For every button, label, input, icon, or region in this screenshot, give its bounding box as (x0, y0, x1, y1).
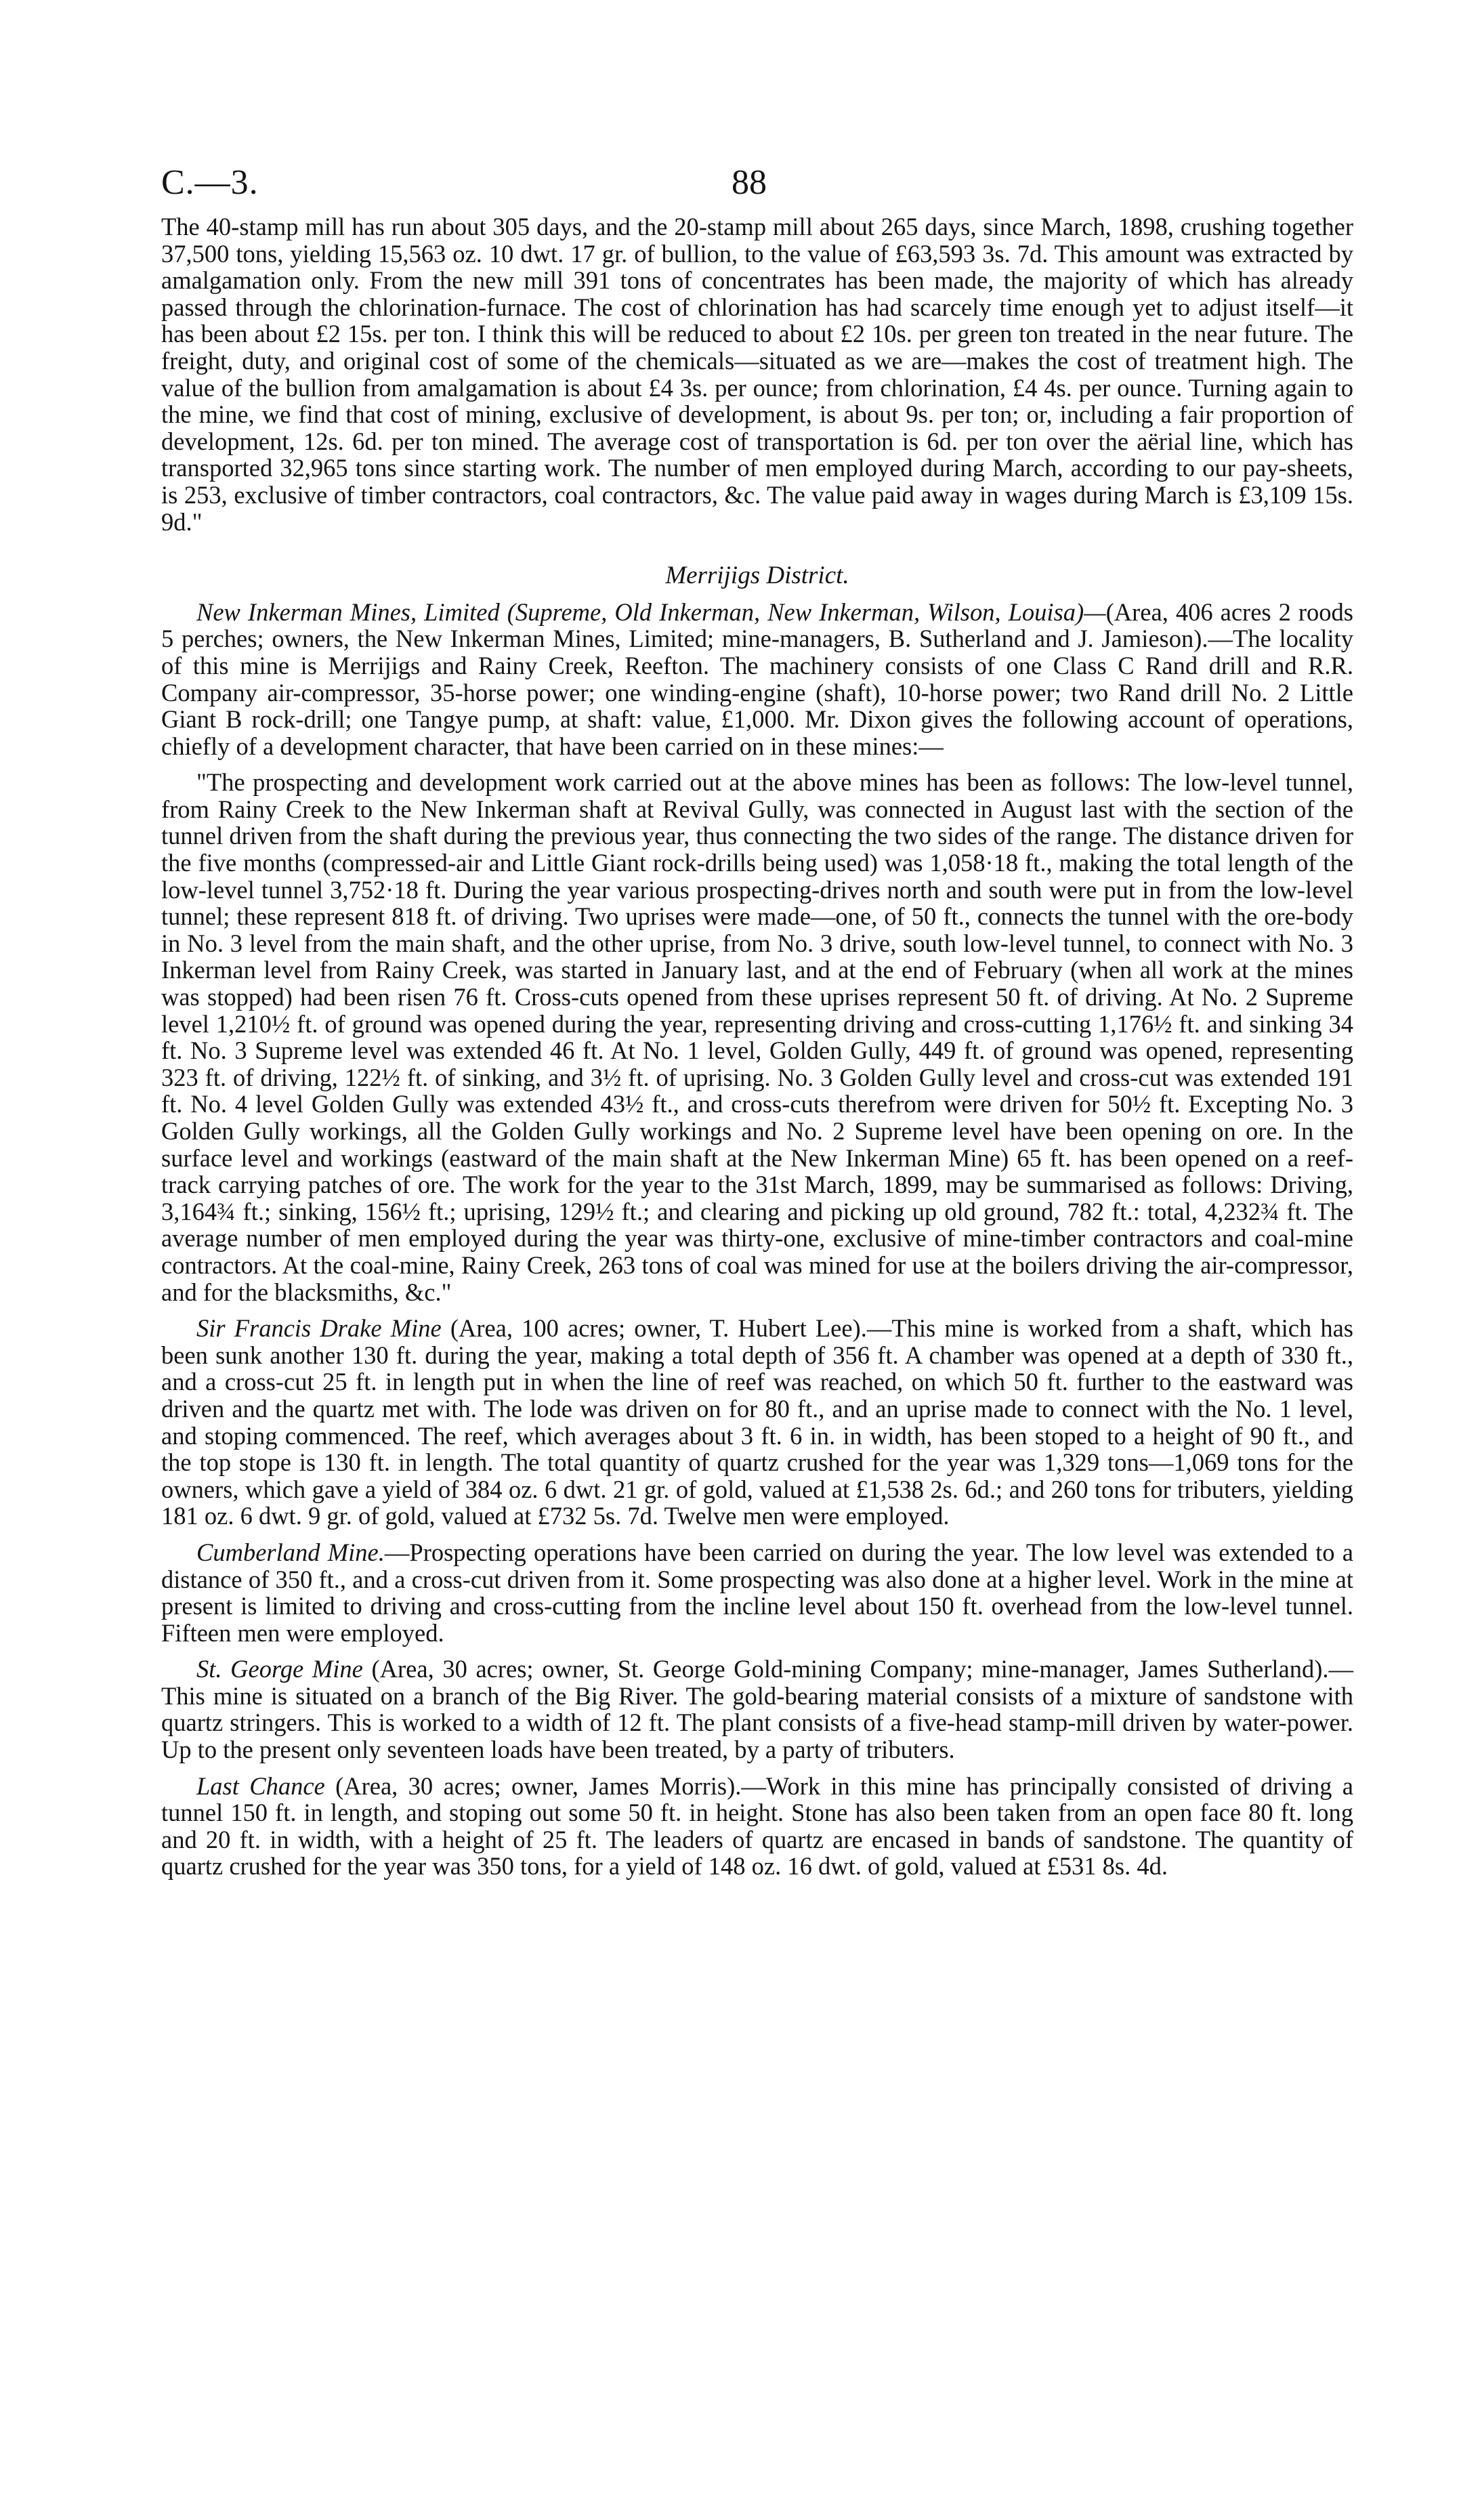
mine-name-sir-francis-drake: Sir Francis Drake Mine (196, 1314, 442, 1343)
paragraph-sir-francis-drake-body: (Area, 100 acres; owner, T. Hubert Lee).—This mine is worked from a shaft, which has been sunk another 130 ft. during the year, making a total depth of 356 ft. A chamber was opened at a depth of 330 ft., and a cross-cut 25 ft. in length put in when the line of reef was reached, on which 50 ft. further to the eastward was driven and the quartz met with. The lode was driven on for 80 ft., and an uprise made to connect with the No. 1 level, and stoping commenced. The reef, which averages about 3 ft. 6 in. in width, has been stoped to a height of 90 ft., and the top stope is 130 ft. in length. The total quantity of quartz crushed for the year was 1,329 tons—1,069 tons for the owners, which gave a yield of 384 oz. 6 dwt. 21 gr. of gold, valued at £1,538 2s. 6d.; and 260 tons for tributers, yielding 181 oz. 6 dwt. 9 gr. of gold, valued at £732 5s. 7d. Twelve men were employed. (161, 1314, 1353, 1530)
document-code: C.—3. (161, 163, 259, 202)
paragraph-cumberland (161, 1539, 1353, 1646)
section-heading-merrijigs: Merrijigs District. (665, 562, 849, 590)
paragraph-st-george (161, 1656, 1353, 1763)
paragraph-new-inkerman (161, 599, 1353, 760)
document-body (161, 213, 1353, 1889)
mine-name-new-inkerman: New Inkerman Mines, Limited (Supreme, Old Inkerman, New Inkerman, Wilson, Louisa)— (196, 597, 1106, 626)
paragraph-development-quote: "The prospecting and development work carried out at the above mines has been as follows: The low-level tunnel, from Rainy Creek to the New Inkerman shaft at Revival Gully, was connected in August last with the section of the tunnel driven from the shaft during the previous year, thus connecting the two sides of the range. The distance driven for the five months (compressed-air and Little Giant rock-drills being used) was 1,058·18 ft., making the total length of the low-level tunnel 3,752·18 ft. During the year various prospecting-drives north and south were put in from the low-level tunnel; these represent 818 ft. of driving. Two uprises were made—one, of 50 ft., connects the tunnel with the ore-body in No. 3 level from the main shaft, and the other uprise, from No. 3 drive, south low-level tunnel, to connect with No. 3 Inkerman level from Rainy Creek, was started in January last, and at the end of February (when all work at the mines was stopped) had been risen 76 ft. Cross-cuts opened from these uprises represent 50 ft. of driving. At No. 2 Supreme level 1,210½ ft. of ground was opened during the year, representing driving and cross-cutting 1,176½ ft. and sinking 34 ft. No. 3 Supreme level was extended 46 ft. At No. 1 level, Golden Gully, 449 ft. of ground was opened, representing 323 ft. of driving, 122½ ft. of sinking, and 3½ ft. of uprising. No. 3 Golden Gully level and cross-cut was extended 191 ft. No. 4 level Golden Gully was extended 43½ ft., and cross-cuts therefrom were driven for 50½ ft. Excepting No. 3 Golden Gully workings, all the Golden Gully workings and No. 2 Supreme level have been opening on ore. In the surface level and workings (eastward of the main shaft at the New Inkerman Mine) 65 ft. has been opened on a reef-track carrying patches of ore. The work for the year to the 31st March, 1899, may be summarised as follows: Driving, 3,164¾ ft.; sinking, 156½ ft.; uprising, 129½ ft.; and clearing and picking up old ground, 782 ft.: total, 4,232¾ ft. The average number of men employed during the year was thirty-one, exclusive of mine-timber contractors and coal-mine contractors. At the coal-mine, Rainy Creek, 263 tons of coal was mined for use at the boilers driving the air-compressor, and for the blacksmiths, &c." (161, 768, 1353, 1306)
mine-name-st-george: St. George Mine (196, 1655, 363, 1683)
page-number: 88 (732, 163, 767, 202)
page-header (161, 163, 1353, 210)
paragraph-last-chance (161, 1773, 1353, 1880)
mine-name-last-chance: Last Chance (196, 1771, 325, 1800)
paragraph-last-chance-body: (Area, 30 acres; owner, James Morris).—Work in this mine has principally consisted of driving a tunnel 150 ft. in length, and stoping out some 50 ft. in height. Stone has also been taken from an open face 80 ft. long and 20 ft. in width, with a height of 25 ft. The leaders of quartz are encased in bands of sandstone. The quantity of quartz crushed for the year was 350 tons, for a yield of 148 oz. 16 dwt. of gold, valued at £531 8s. 4d. (161, 1771, 1353, 1881)
paragraph-new-inkerman-body: (Area, 406 acres 2 roods 5 perches; owners, the New Inkerman Mines, Limited; mine-managers, B. Sutherland and J. Jamieson).—The locality of this mine is Merrijigs and Rainy Creek, Reefton. The machinery consists of one Class C Rand drill and R.R. Company air-compressor, 35-horse power; one winding-engine (shaft), 10-horse power; two Rand drill No. 2 Little Giant B rock-drill; one Tangye pump, at shaft: value, £1,000. Mr. Dixon gives the following account of operations, chiefly of a development character, that have been carried on in these mines:— (161, 597, 1353, 760)
paragraph-mill-report: The 40-stamp mill has run about 305 days, and the 20-stamp mill about 265 days, since March, 1898, crushing together 37,500 tons, yielding 15,563 oz. 10 dwt. 17 gr. of bullion, to the value of £63,593 3s. 7d. This amount was extracted by amalgamation only. From the new mill 391 tons of concentrates has been made, the majority of which has already passed through the chlorination-furnace. The cost of chlorination has had scarcely time enough yet to adjust itself—it has been about £2 15s. per ton. I think this will be reduced to about £2 10s. per green ton treated in the near future. The freight, duty, and original cost of some of the chemicals—situated as we are—makes the cost of treatment high. The value of the bullion from amalgamation is about £4 3s. per ounce; from chlorination, £4 4s. per ounce. Turning again to the mine, we find that cost of mining, exclusive of development, is about 9s. per ton; or, including a fair proportion of development, 12s. 6d. per ton mined. The average cost of transportation is 6d. per ton over the aërial line, which has transported 32,965 tons since starting work. The number of men employed during March, according to our pay-sheets, is 253, exclusive of timber contractors, coal contractors, &c. The value paid away in wages during March is £3,109 15s. 9d." (161, 213, 1353, 536)
paragraph-st-george-body: (Area, 30 acres; owner, St. George Gold-mining Company; mine-manager, James Sutherland).—This mine is situated on a branch of the Big River. The gold-bearing material consists of a mixture of sandstone with quartz stringers. This is worked to a width of 12 ft. The plant consists of a five-head stamp-mill driven by water-power. Up to the present only seventeen loads have been treated, by a party of tributers. (161, 1655, 1354, 1764)
paragraph-cumberland-body: —Prospecting operations have been carried on during the year. The low level was extended to a distance of 350 ft., and a cross-cut driven from it. Some prospecting was also done at a higher level. Work in the mine at present is limited to driving and cross-cutting from the incline level about 150 ft. overhead from the low-level tunnel. Fifteen men were employed. (161, 1538, 1353, 1647)
mine-name-cumberland: Cumberland Mine. (196, 1538, 385, 1566)
paragraph-sir-francis-drake (161, 1315, 1353, 1530)
